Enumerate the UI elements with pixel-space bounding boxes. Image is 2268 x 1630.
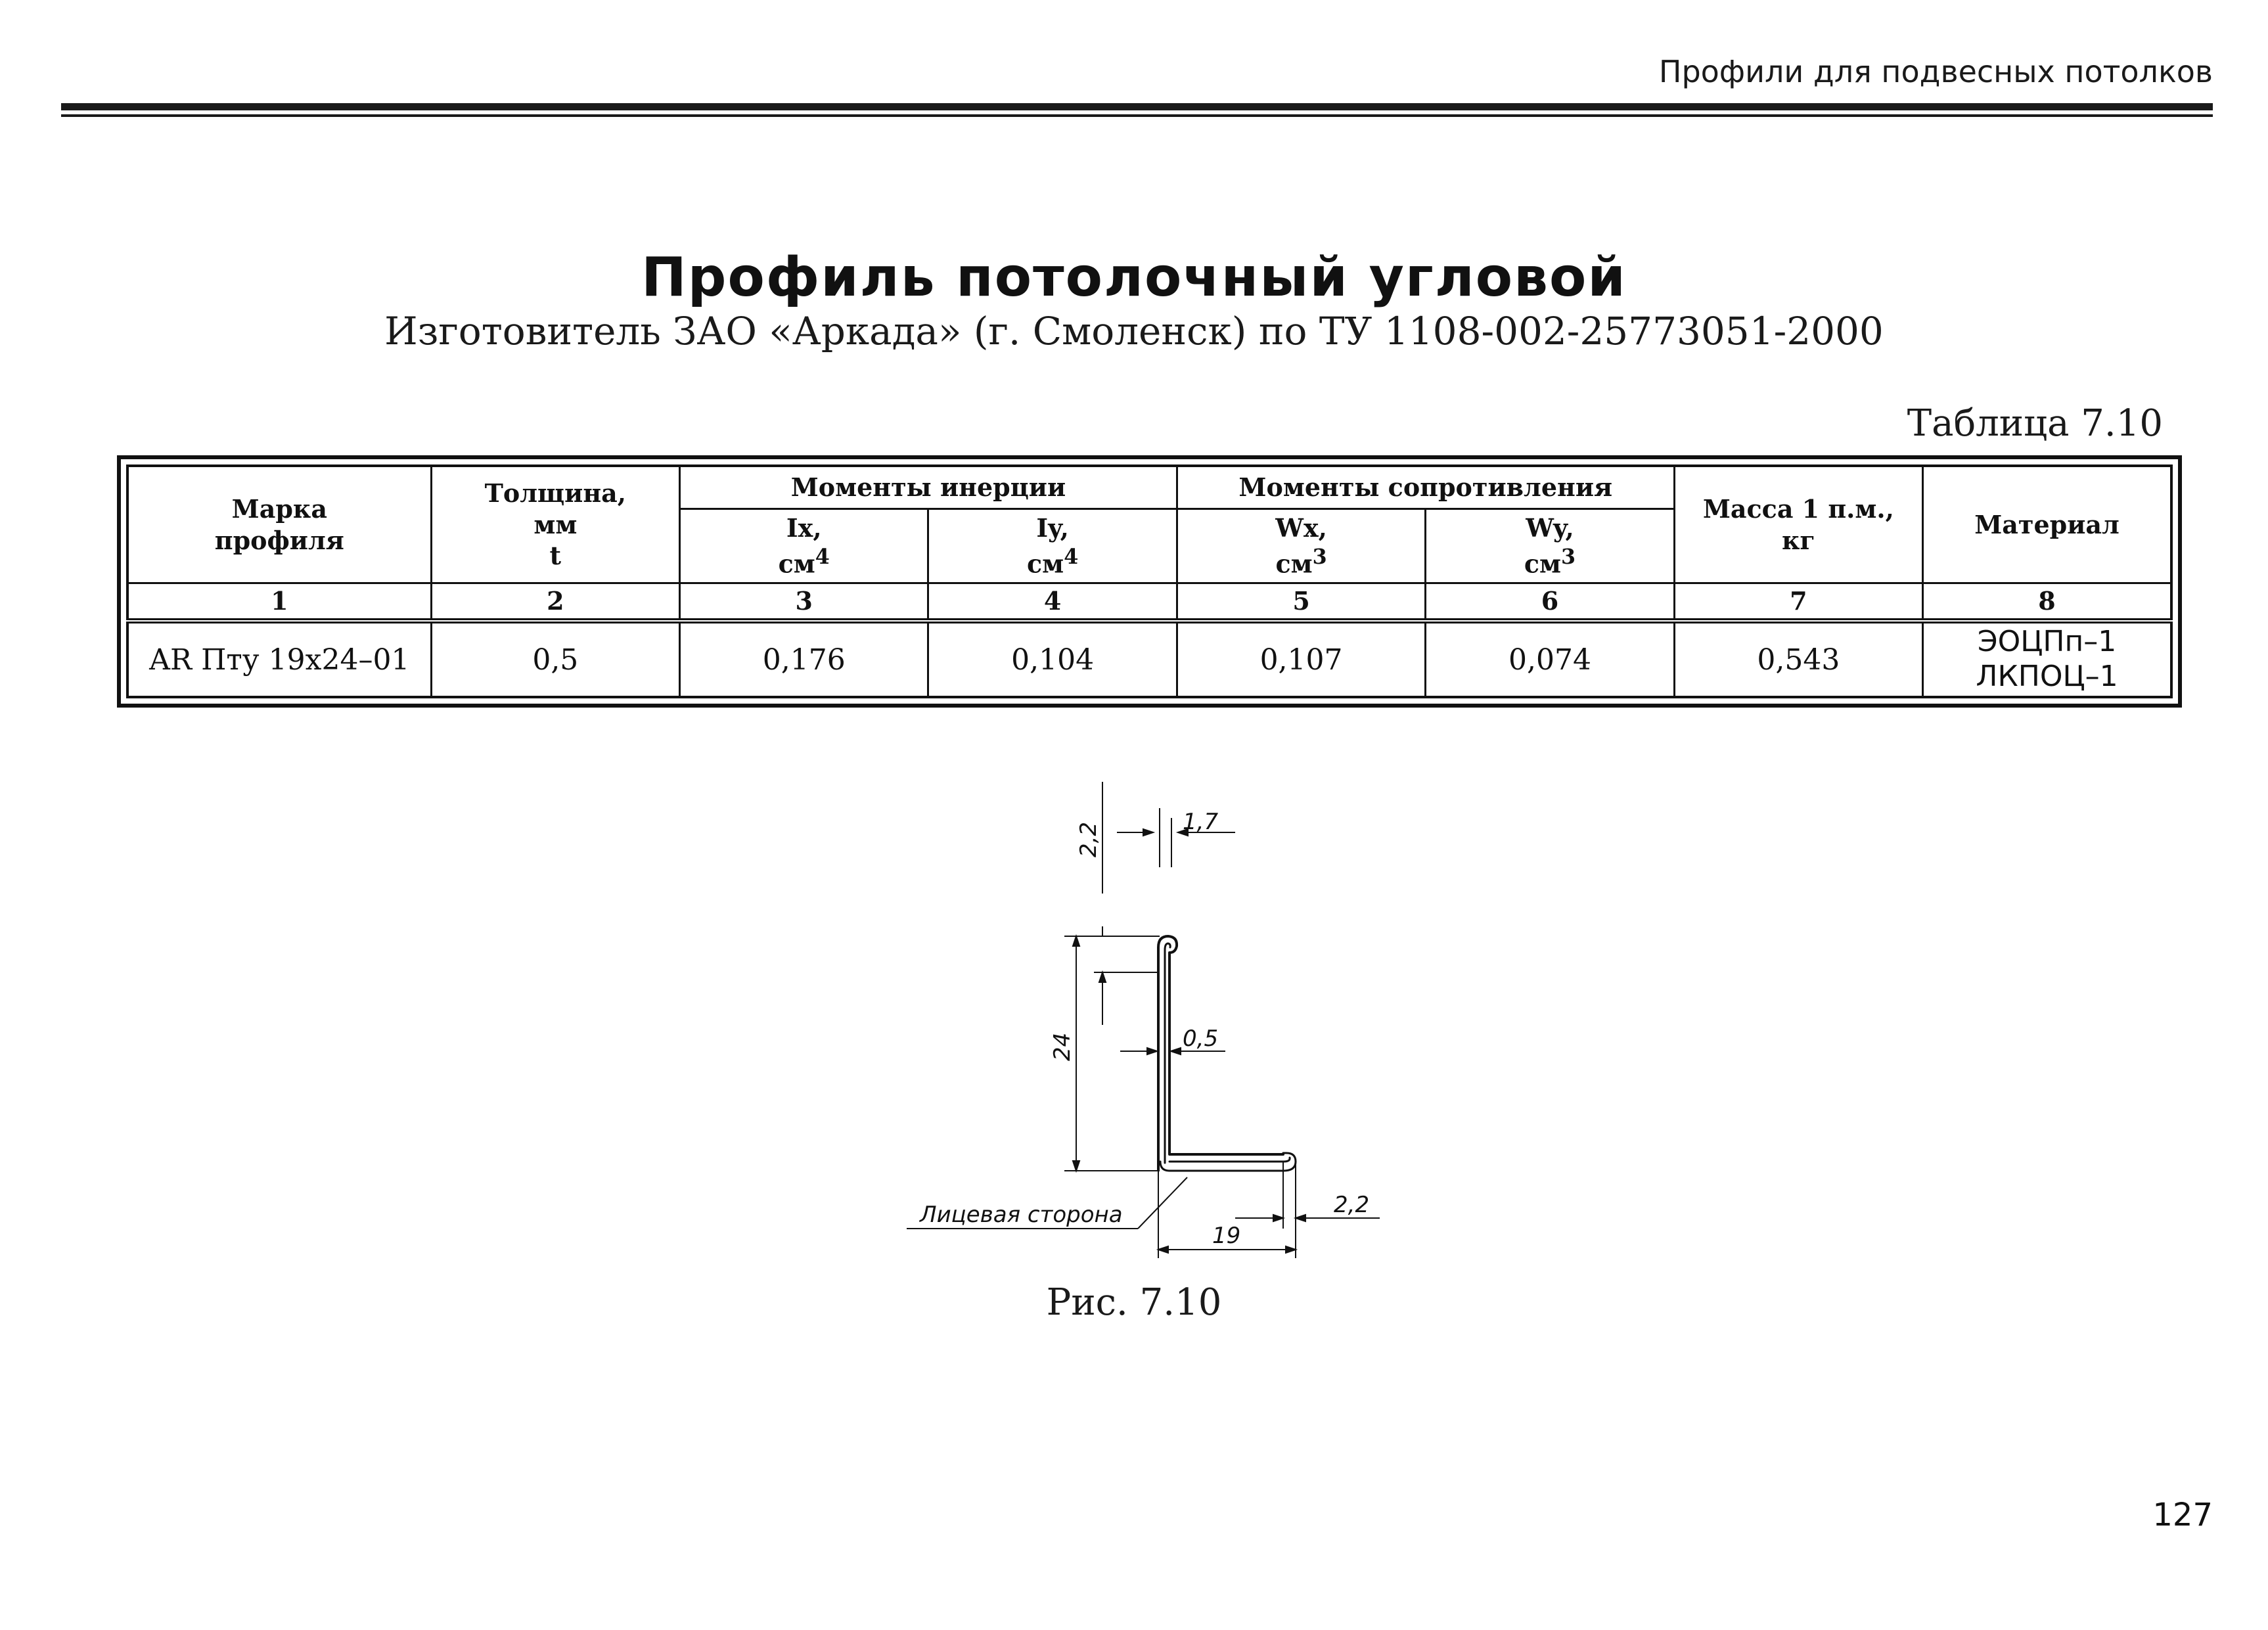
col-wy-header: Wy, $см^3$ [1426,509,1674,583]
cell-ix: 0,176 [680,621,928,697]
col-thickness-header: Толщина, мм t [431,466,679,583]
cell-material: ЭОЦПп–1 ЛКПОЦ–1 [1923,621,2171,697]
header-rule-thin [61,114,2213,117]
page-number: 127 [2152,1497,2213,1533]
spec-table-frame [117,455,2182,708]
header-row-1 [127,466,2171,509]
table-label: Таблица 7.10 [1907,402,2163,445]
resistance-group-header: Моменты сопротивления [1177,466,1674,509]
column-number: 8 [1923,583,2171,622]
cell-mass: 0,543 [1674,621,1922,697]
table-row [127,621,2171,697]
dim-thickness: 0,5 [1183,1026,1219,1052]
cell-iy: 0,104 [928,621,1177,697]
column-number: 2 [431,583,679,622]
col-wx-header: Wx, $см^3$ [1177,509,1425,583]
spec-table [126,464,2173,698]
col-ix-header: Ix, $см^4$ [680,509,928,583]
column-number: 4 [928,583,1177,622]
cell-mark: AR Пту 19х24–01 [127,621,431,697]
cell-wx: 0,107 [1177,621,1425,697]
dim-height: 24 [1049,1032,1076,1061]
dim-bottom-hook: 2,2 [1334,1192,1370,1218]
col-iy-header: Iy, $см^4$ [928,509,1177,583]
column-number: 5 [1177,583,1425,622]
col-mark-header: Марка профиля [127,466,431,583]
page-title: Профиль потолочный угловой [641,246,1627,309]
col-mass-header: Масса 1 п.м., кг [1674,466,1922,583]
figure-caption: Рис. 7.10 [1046,1281,1222,1324]
column-number: 3 [680,583,928,622]
column-number-row [127,583,2171,622]
column-number: 6 [1426,583,1674,622]
profile-drawing-svg [894,769,1419,1249]
header-rule-thick [61,103,2213,110]
column-number: 7 [1674,583,1922,622]
column-number: 1 [127,583,431,622]
cell-thickness: 0,5 [431,621,679,697]
dim-top-hook: 2,2 [1076,821,1102,857]
page-subtitle: Изготовитель ЗАО «Аркада» (г. Смоленск) по ТУ 1108-002-25773051-2000 [384,309,1884,353]
running-header: Профили для подвесных потолков [1658,54,2213,89]
col-material-header: Материал [1923,466,2171,583]
dim-top-gap: 1,7 [1183,809,1219,835]
cell-wy: 0,074 [1426,621,1674,697]
dim-width: 19 [1212,1223,1241,1249]
inertia-group-header: Моменты инерции [680,466,1177,509]
face-side-label: Лицевая сторона [920,1202,1123,1228]
profile-drawing [894,769,1419,1249]
